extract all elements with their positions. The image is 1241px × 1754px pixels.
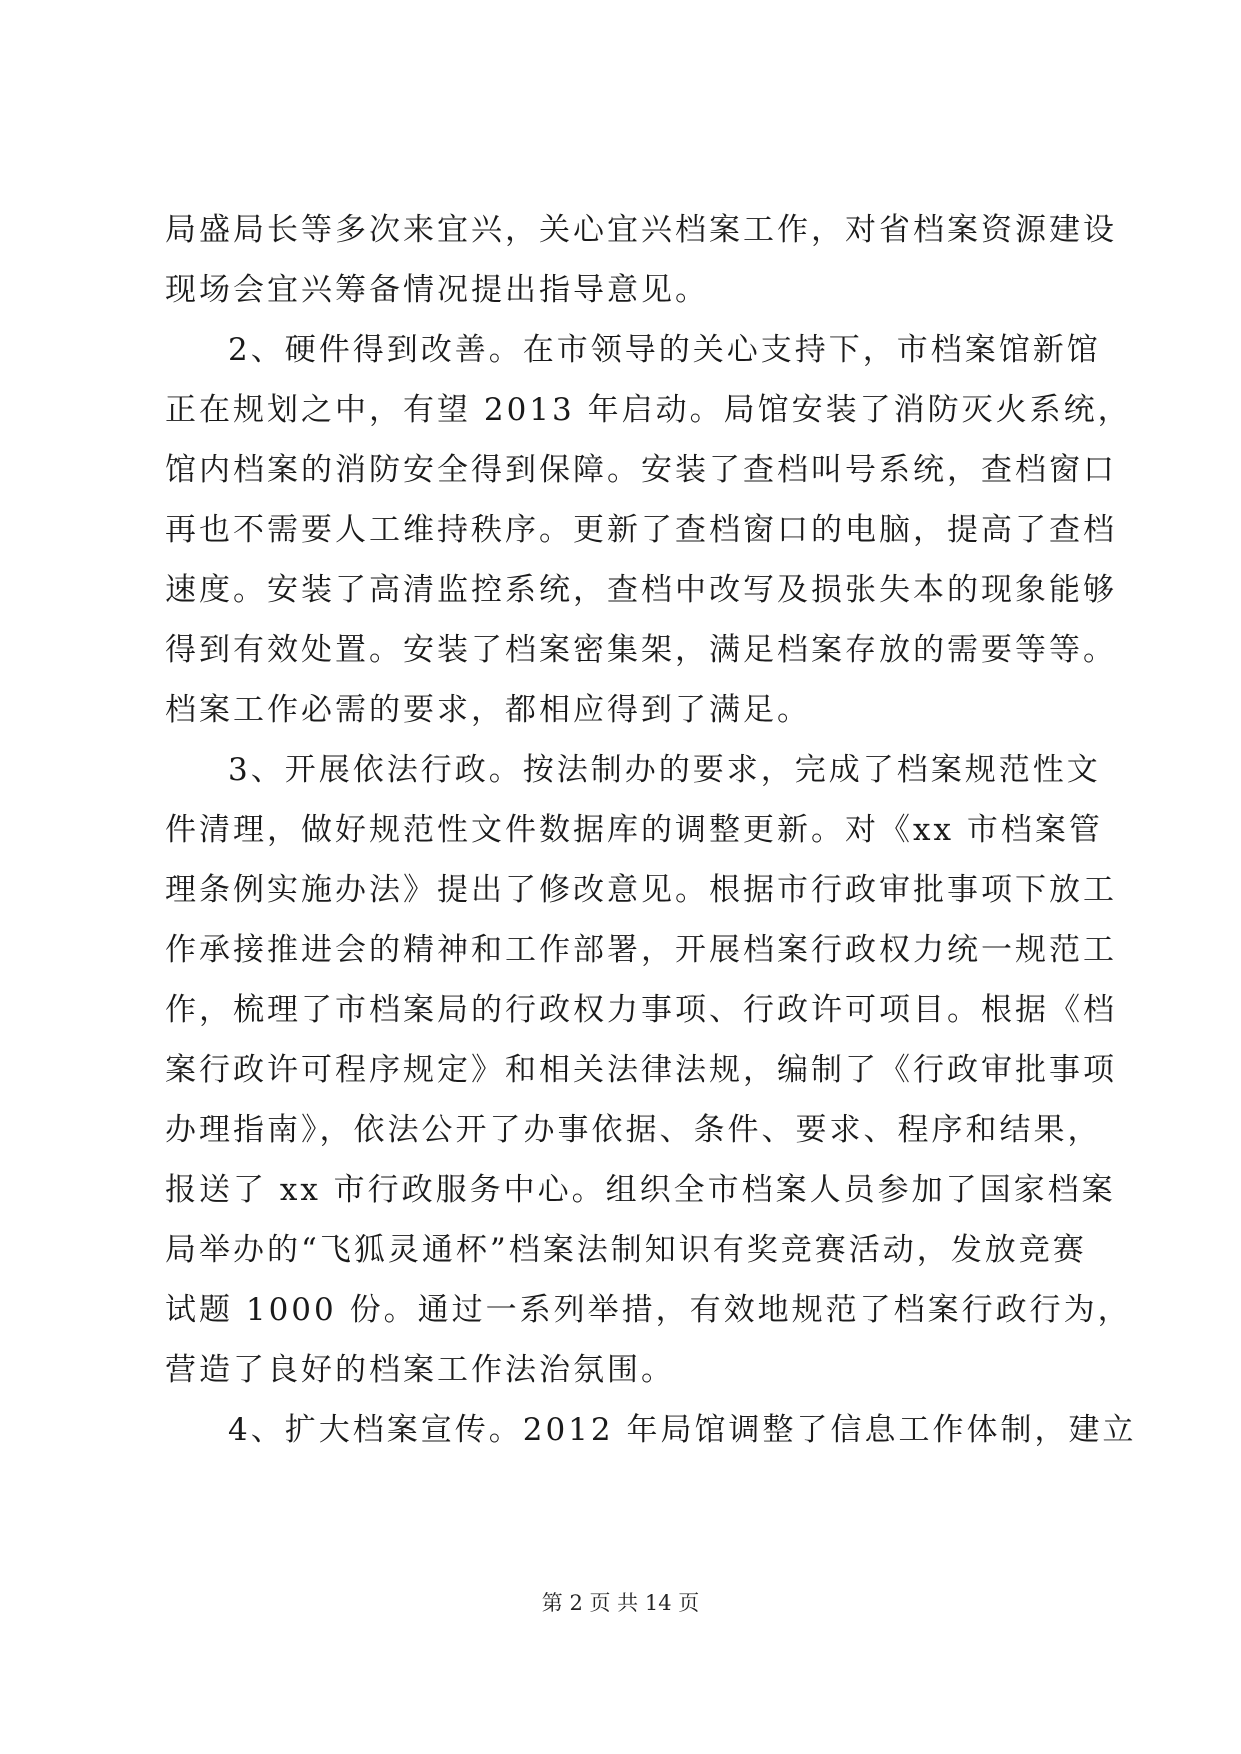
body-text-line: 报送了 xx 市行政服务中心。组织全市档案人员参加了国家档案 <box>165 1172 1116 1208</box>
body-text-line: 作，梳理了市档案局的行政权力事项、行政许可项目。根据《档 <box>165 992 1117 1028</box>
body-text-line: 馆内档案的消防安全得到保障。安装了查档叫号系统，查档窗口 <box>165 452 1117 488</box>
body-text-line: 得到有效处置。安装了档案密集架，满足档案存放的需要等等。 <box>165 632 1117 668</box>
body-text-line: 案行政许可程序规定》和相关法律法规，编制了《行政审批事项 <box>165 1052 1117 1088</box>
body-text-line: 正在规划之中，有望 2013 年启动。局馆安装了消防灭火系统， <box>165 392 1132 428</box>
body-text-line: 局盛局长等多次来宜兴，关心宜兴档案工作，对省档案资源建设 <box>165 212 1117 248</box>
body-text-line: 营造了良好的档案工作法治氛围。 <box>165 1352 675 1388</box>
body-text-line: 再也不需要人工维持秩序。更新了查档窗口的电脑，提高了查档 <box>165 512 1117 548</box>
body-text-line: 试题 1000 份。通过一系列举措，有效地规范了档案行政行为， <box>165 1292 1132 1328</box>
body-text-line: 办理指南》，依法公开了办事依据、条件、要求、程序和结果， <box>165 1112 1102 1148</box>
body-text-line: 作承接推进会的精神和工作部署，开展档案行政权力统一规范工 <box>165 932 1117 968</box>
paragraph-4-heading-line: 4、扩大档案宣传。2012 年局馆调整了信息工作体制，建立 <box>228 1412 1137 1448</box>
body-text-line: 件清理，做好规范性文件数据库的调整更新。对《xx 市档案管 <box>165 812 1103 848</box>
paragraph-2-heading-line: 2、硬件得到改善。在市领导的关心支持下，市档案馆新馆 <box>228 332 1101 368</box>
page-number-footer: 第 2 页 共 14 页 <box>541 1591 700 1615</box>
paragraph-3-heading-line: 3、开展依法行政。按法制办的要求，完成了档案规范性文 <box>228 752 1101 788</box>
body-text-line: 速度。安装了高清监控系统，查档中改写及损张失本的现象能够 <box>165 572 1117 608</box>
body-text-line: 现场会宜兴筹备情况提出指导意见。 <box>165 272 709 308</box>
body-text-line: 理条例实施办法》提出了修改意见。根据市行政审批事项下放工 <box>165 872 1117 908</box>
body-text-line: 局举办的“飞狐灵通杯”档案法制知识有奖竞赛活动，发放竞赛 <box>165 1232 1087 1268</box>
body-text-line: 档案工作必需的要求，都相应得到了满足。 <box>165 692 811 728</box>
